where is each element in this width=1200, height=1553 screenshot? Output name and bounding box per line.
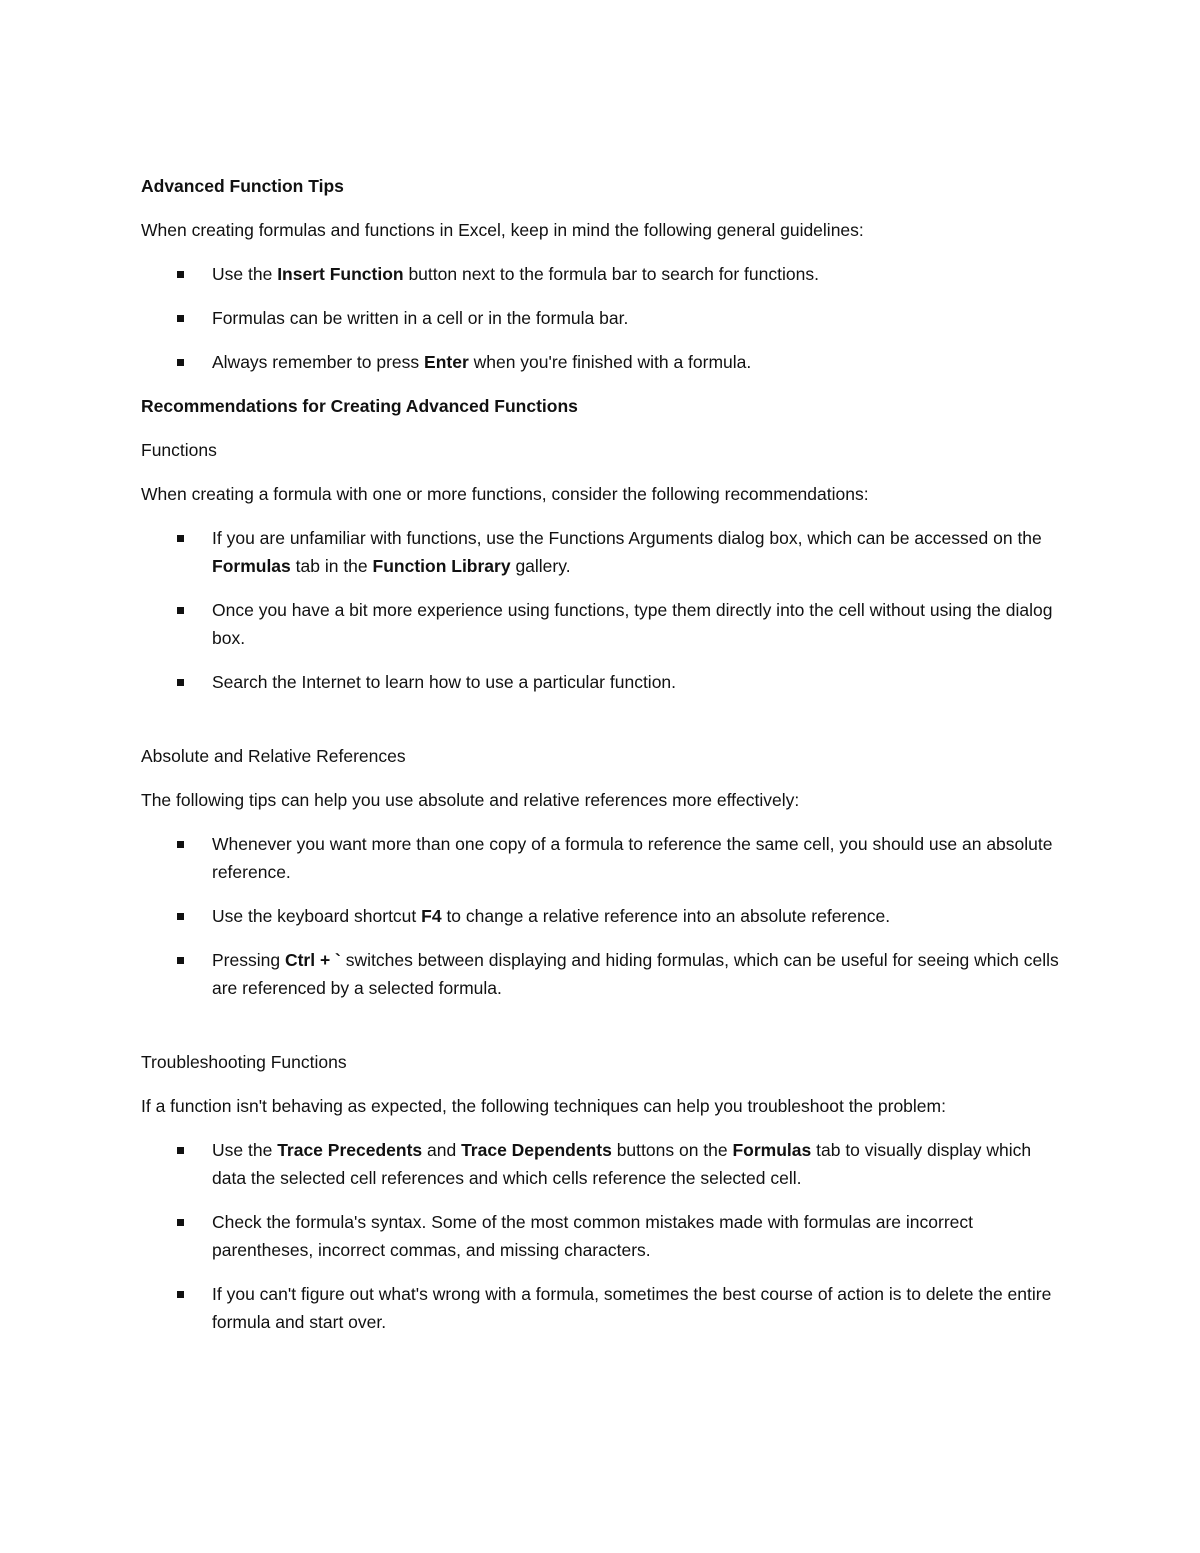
troubleshooting-intro: If a function isn't behaving as expected, the following techniques can help you troubleshoot the problem:	[141, 1096, 946, 1116]
functions-intro: When creating a formula with one or more functions, consider the following recommendations:	[141, 484, 869, 504]
document-page	[141, 172, 1066, 1352]
list-item-text: If you can't figure out what's wrong with a formula, sometimes the best course of action is to delete the entire formula and start over.	[212, 1284, 1052, 1332]
list-item	[141, 524, 1066, 580]
list-item	[141, 946, 1066, 1002]
list-item-text: Once you have a bit more experience using functions, type them directly into the cell without using the dialog box.	[212, 600, 1053, 648]
list-item	[141, 348, 1066, 376]
list-item-text: Check the formula's syntax. Some of the most common mistakes made with formulas are incorrect parentheses, incorrect commas, and missing characters.	[212, 1212, 973, 1260]
references-intro: The following tips can help you use absolute and relative references more effectively:	[141, 790, 800, 810]
list-item	[141, 1280, 1066, 1336]
list-item	[141, 902, 1066, 930]
square-bullet-icon	[177, 359, 184, 366]
list-item	[141, 1136, 1066, 1192]
list-item-text: Pressing Ctrl + ` switches between displaying and hiding formulas, which can be useful for seeing which cells are referenced by a selected formula.	[212, 950, 1059, 998]
functions-heading: Functions	[141, 440, 217, 460]
square-bullet-icon	[177, 315, 184, 322]
general-tips-list	[141, 260, 1066, 376]
recommendations-heading: Recommendations for Creating Advanced Functions	[141, 396, 578, 416]
list-item	[141, 668, 1066, 696]
intro-paragraph: When creating formulas and functions in Excel, keep in mind the following general guidelines:	[141, 220, 864, 240]
square-bullet-icon	[177, 1147, 184, 1154]
functions-list	[141, 524, 1066, 696]
square-bullet-icon	[177, 271, 184, 278]
document-title: Advanced Function Tips	[141, 176, 344, 196]
list-item-text: Use the keyboard shortcut F4 to change a relative reference into an absolute reference.	[212, 906, 891, 926]
list-item	[141, 1208, 1066, 1264]
square-bullet-icon	[177, 1291, 184, 1298]
references-heading: Absolute and Relative References	[141, 746, 406, 766]
list-item	[141, 830, 1066, 886]
list-item-text: Whenever you want more than one copy of a formula to reference the same cell, you should use an absolute reference.	[212, 834, 1053, 882]
square-bullet-icon	[177, 679, 184, 686]
square-bullet-icon	[177, 1219, 184, 1226]
list-item	[141, 304, 1066, 332]
square-bullet-icon	[177, 913, 184, 920]
square-bullet-icon	[177, 841, 184, 848]
square-bullet-icon	[177, 607, 184, 614]
troubleshooting-list	[141, 1136, 1066, 1336]
square-bullet-icon	[177, 535, 184, 542]
list-item	[141, 260, 1066, 288]
list-item-text: Use the Trace Precedents and Trace Dependents buttons on the Formulas tab to visually display which data the selected cell references and which cells reference the selected cell.	[212, 1140, 1032, 1188]
list-item-text: If you are unfamiliar with functions, use the Functions Arguments dialog box, which can be accessed on the Formulas tab in the Function Library gallery.	[212, 528, 1042, 576]
list-item-text: Formulas can be written in a cell or in the formula bar.	[212, 308, 629, 328]
list-item-text: Always remember to press Enter when you're finished with a formula.	[212, 352, 752, 372]
list-item	[141, 596, 1066, 652]
square-bullet-icon	[177, 957, 184, 964]
list-item-text: Use the Insert Function button next to the formula bar to search for functions.	[212, 264, 819, 284]
list-item-text: Search the Internet to learn how to use a particular function.	[212, 672, 677, 692]
troubleshooting-heading: Troubleshooting Functions	[141, 1052, 347, 1072]
references-list	[141, 830, 1066, 1002]
